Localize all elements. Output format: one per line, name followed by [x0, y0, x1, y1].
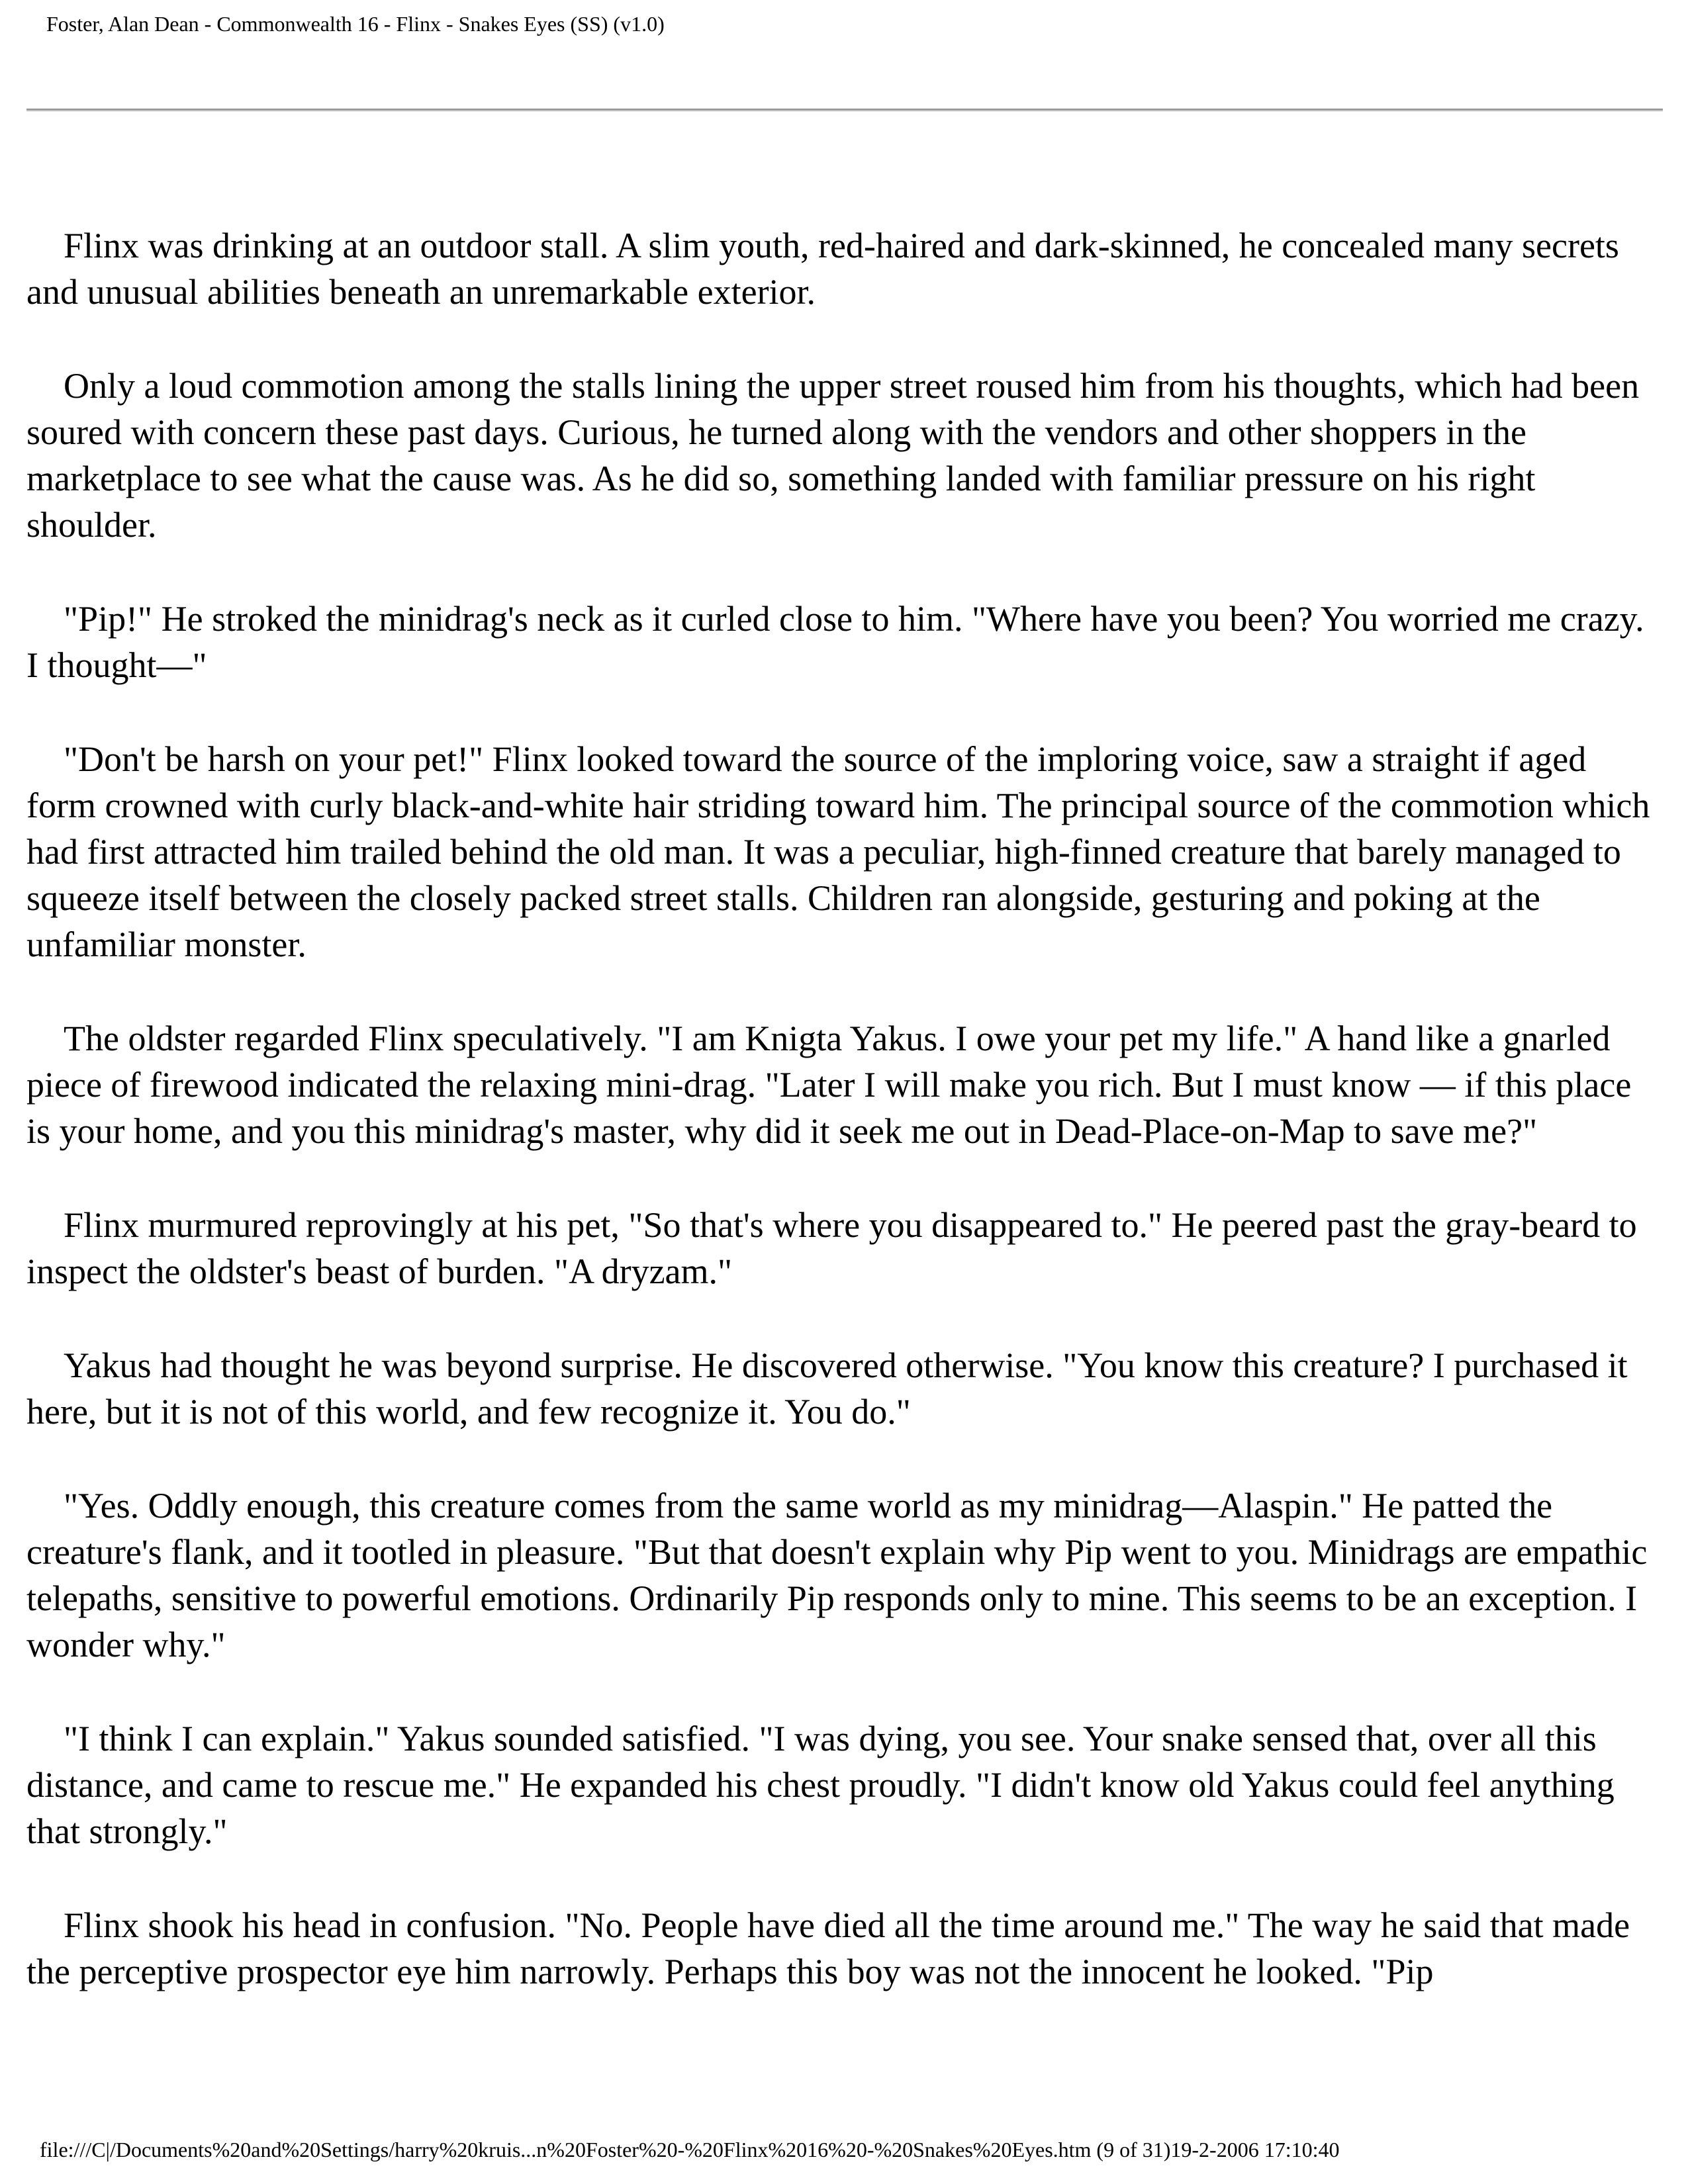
- paragraph-2: Only a loud commotion among the stalls lining the upper street roused him from his thoughts, which had been soured with concern these past days. Curious, he turned along with the vendors and other shoppers in the marketplace to see what the cause was. As he did so, something landed with familiar pressure on his right shoulder.: [26, 366, 1640, 545]
- page-footer-file-path: file:///C|/Documents%20and%20Settings/harry%20kruis...n%20Foster%20-%20Flinx%2016%20-%20Snakes%20Eyes.htm (9 of 31)19-2-2006 17:10:40: [40, 2138, 1340, 2161]
- page-header-title: Foster, Alan Dean - Commonwealth 16 - Flinx - Snakes Eyes (SS) (v1.0): [46, 12, 665, 36]
- paragraph-7: Yakus had thought he was beyond surprise. He discovered otherwise. "You know this creature? I purchased it here, but it is not of this world, and few recognize it. You do.": [26, 1345, 1628, 1432]
- paragraph-3: "Pip!" He stroked the minidrag's neck as it curled close to him. "Where have you been? You worried me crazy. I thought—": [26, 599, 1644, 685]
- paragraph-5: The oldster regarded Flinx speculatively. "I am Knigta Yakus. I owe your pet my life." A hand like a gnarled piece of firewood indicated the relaxing mini-drag. "Later I will make you rich. But I must know — if this place is your home, and you this minidrag's master, why did it seek me out in Dead-Place-on-Map to save me?": [26, 1019, 1632, 1151]
- paragraph-10: Flinx shook his head in confusion. "No. People have died all the time around me." The way he said that made the perceptive prospector eye him narrowly. Perhaps this boy was not the innocent he looked. "Pip: [26, 1905, 1630, 1991]
- paragraph-4: "Don't be harsh on your pet!" Flinx looked toward the source of the imploring voice, saw a straight if aged form crowned with curly black-and-white hair striding toward him. The principal source of the commotion which had first attracted him trailed behind the old man. It was a peculiar, high-finned creature that barely managed to squeeze itself between the closely packed street stalls. Children ran alongside, gesturing and poking at the unfamiliar monster.: [26, 739, 1650, 964]
- header-divider: [26, 109, 1663, 112]
- paragraph-1: Flinx was drinking at an outdoor stall. A slim youth, red-haired and dark-skinned, he concealed many secrets and unusual abilities beneath an unremarkable exterior.: [26, 226, 1619, 312]
- paragraph-6: Flinx murmured reprovingly at his pet, "So that's where you disappeared to." He peered past the gray-beard to inspect the oldster's beast of burden. "A dryzam.": [26, 1205, 1637, 1291]
- paragraph-8: "Yes. Oddly enough, this creature comes from the same world as my minidrag—Alaspin." He patted the creature's flank, and it tootled in pleasure. "But that doesn't explain why Pip went to you. Minidrags are empathic telepaths, sensitive to powerful emotions. Ordinarily Pip responds only to mine. This seems to be an exception. I wonder why.": [26, 1486, 1648, 1664]
- story-body: [26, 222, 1663, 2042]
- paragraph-9: "I think I can explain." Yakus sounded satisfied. "I was dying, you see. Your snake sensed that, over all this distance, and came to rescue me." He expanded his chest proudly. "I didn't know old Yakus could feel anything that strongly.": [26, 1719, 1615, 1851]
